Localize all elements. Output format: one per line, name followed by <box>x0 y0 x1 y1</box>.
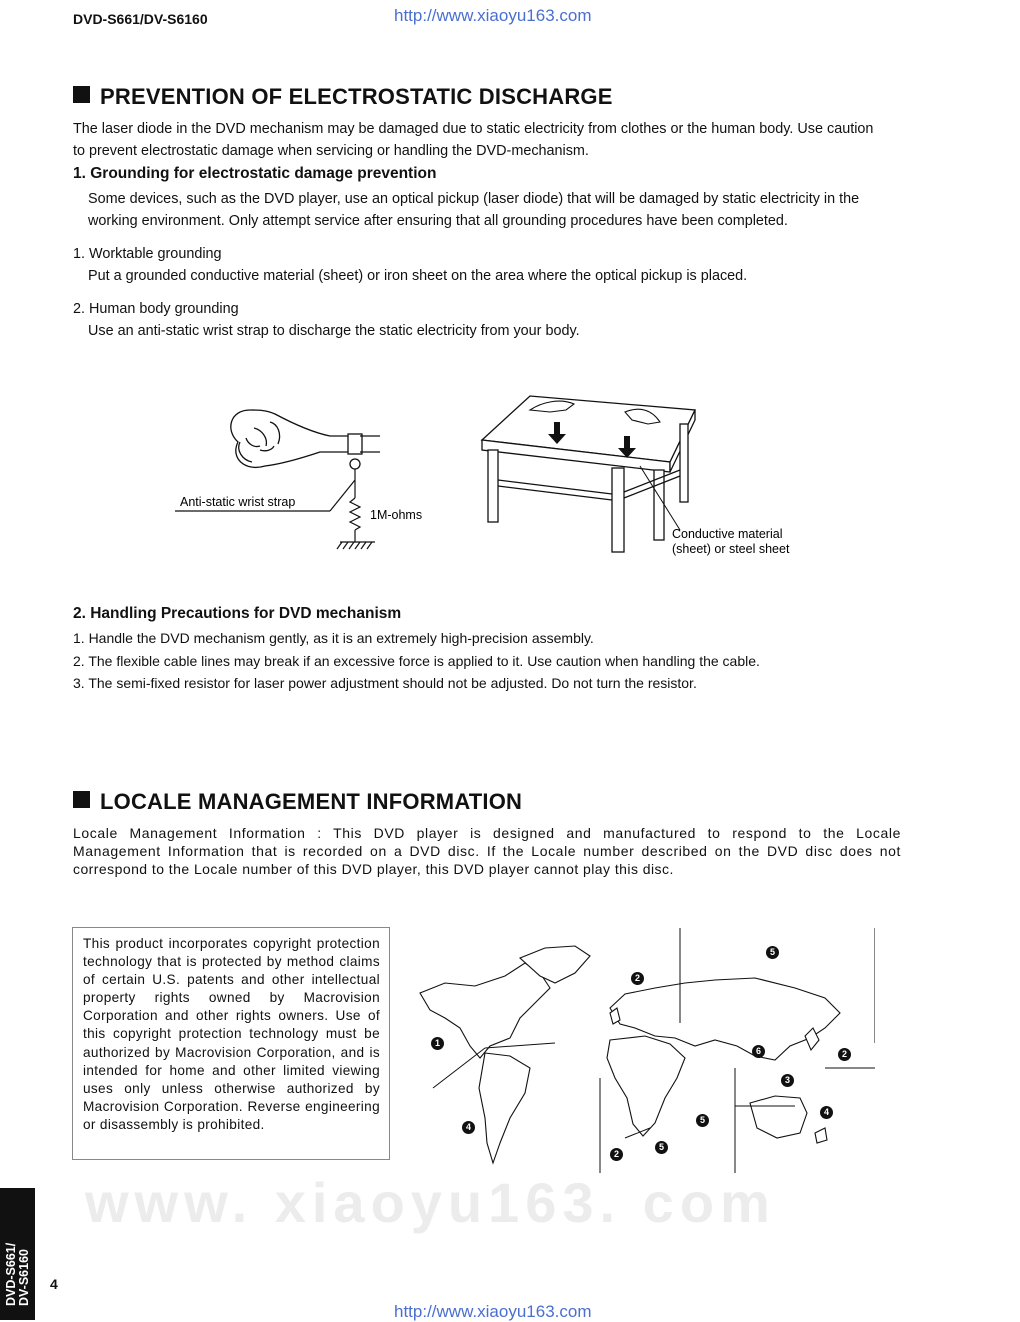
esd-intro-line2: to prevent electrostatic damage when servicing or handling the DVD-mechanism. <box>73 143 589 159</box>
side-tab-line2: DV-S6160 <box>17 1249 31 1306</box>
region-marker: 5 <box>655 1141 668 1154</box>
human-body-title: 2. Human body grounding <box>73 301 239 317</box>
footer-url-link[interactable]: http://www.xiaoyu163.com <box>394 1302 592 1321</box>
sheet-label-line2: (sheet) or steel sheet <box>672 542 790 556</box>
grounding-text-line2: working environment. Only attempt service after ensuring that all grounding procedures have been completed. <box>88 213 788 229</box>
esd-title-text: PREVENTION OF ELECTROSTATIC DISCHARGE <box>100 84 613 109</box>
region-marker: 5 <box>766 946 779 959</box>
locale-title-text: LOCALE MANAGEMENT INFORMATION <box>100 789 523 814</box>
side-tab-text <box>5 1186 31 1306</box>
region-marker: 6 <box>752 1045 765 1058</box>
esd-grounding-figure <box>170 380 820 580</box>
handling-section-title: 2. Handling Precautions for DVD mechanism <box>73 605 402 622</box>
region-map <box>415 928 875 1173</box>
human-body-text: Use an anti-static wrist strap to discharge the static electricity from your body. <box>88 323 580 339</box>
wrist-strap-label: Anti-static wrist strap <box>180 495 296 509</box>
ground-resistor-symbol <box>175 469 375 549</box>
region-marker: 4 <box>462 1121 475 1134</box>
header-model: DVD-S661/DV-S6160 <box>73 11 208 27</box>
locale-text-line2: Management Information that is recorded on a DVD disc. If the Locale number described on the DVD disc does not <box>73 843 901 859</box>
esd-intro-line1: The laser diode in the DVD mechanism may be damaged due to static electricity from clothes or the human body. Use caution <box>73 121 874 137</box>
sheet-label-line1: Conductive material <box>672 527 783 541</box>
square-bullet-icon <box>73 86 90 103</box>
worktable-illustration <box>482 396 695 552</box>
worktable-title: 1. Worktable grounding <box>73 246 222 262</box>
header-url-link[interactable]: http://www.xiaoyu163.com <box>394 6 592 25</box>
square-bullet-icon <box>73 791 90 808</box>
resistor-label: 1M-ohms <box>370 508 423 522</box>
region-marker: 5 <box>696 1114 709 1127</box>
locale-section-title <box>73 789 522 815</box>
watermark-url: www. xiaoyu163. com <box>85 1171 776 1234</box>
page-number: 4 <box>50 1276 58 1292</box>
world-map-illustration <box>415 928 875 1173</box>
region-marker: 2 <box>610 1148 623 1161</box>
model-side-tab <box>0 1188 35 1320</box>
worktable-text: Put a grounded conductive material (sheet) or iron sheet on the area where the optical pickup is placed. <box>88 268 748 284</box>
copyright-notice-box: This product incorporates copyright protection technology that is protected by method claims of certain U.S. patents and other intellectual property rights owned by Macrovision Corporation and other rights owners. Use of this copyright protection technology must be authorized by Macrovision Corporation, and is intended for home and other limited viewing uses only unless otherwise authorized by Macrovision Corporation. Reverse engineering or disassembly is prohibited. <box>72 927 390 1160</box>
region-marker: 2 <box>631 972 644 985</box>
region-marker: 3 <box>781 1074 794 1087</box>
precaution-item: 3. The semi-fixed resistor for laser power adjustment should not be adjusted. Do not turn the resistor. <box>73 675 697 691</box>
region-marker: 1 <box>431 1037 444 1050</box>
wrist-strap-illustration <box>231 410 380 469</box>
esd-section-title <box>73 84 613 110</box>
side-tab-line1: DVD-S661/ <box>4 1242 18 1306</box>
precaution-item: 1. Handle the DVD mechanism gently, as it is an extremely high-precision assembly. <box>73 630 594 646</box>
grounding-section-title: 1. Grounding for electrostatic damage prevention <box>73 165 437 182</box>
region-marker: 2 <box>838 1048 851 1061</box>
locale-text-line1: Locale Management Information : This DVD player is designed and manufactured to respond to the Locale <box>73 825 901 841</box>
locale-text-line3: correspond to the Locale number of this DVD player, this DVD player cannot play this disc. <box>73 861 674 877</box>
region-marker: 4 <box>820 1106 833 1119</box>
precaution-item: 2. The flexible cable lines may break if an excessive force is applied to it. Use caution when handling the cable. <box>73 653 760 669</box>
grounding-text-line1: Some devices, such as the DVD player, use an optical pickup (laser diode) that will be damaged by static electricity in the <box>88 191 860 207</box>
